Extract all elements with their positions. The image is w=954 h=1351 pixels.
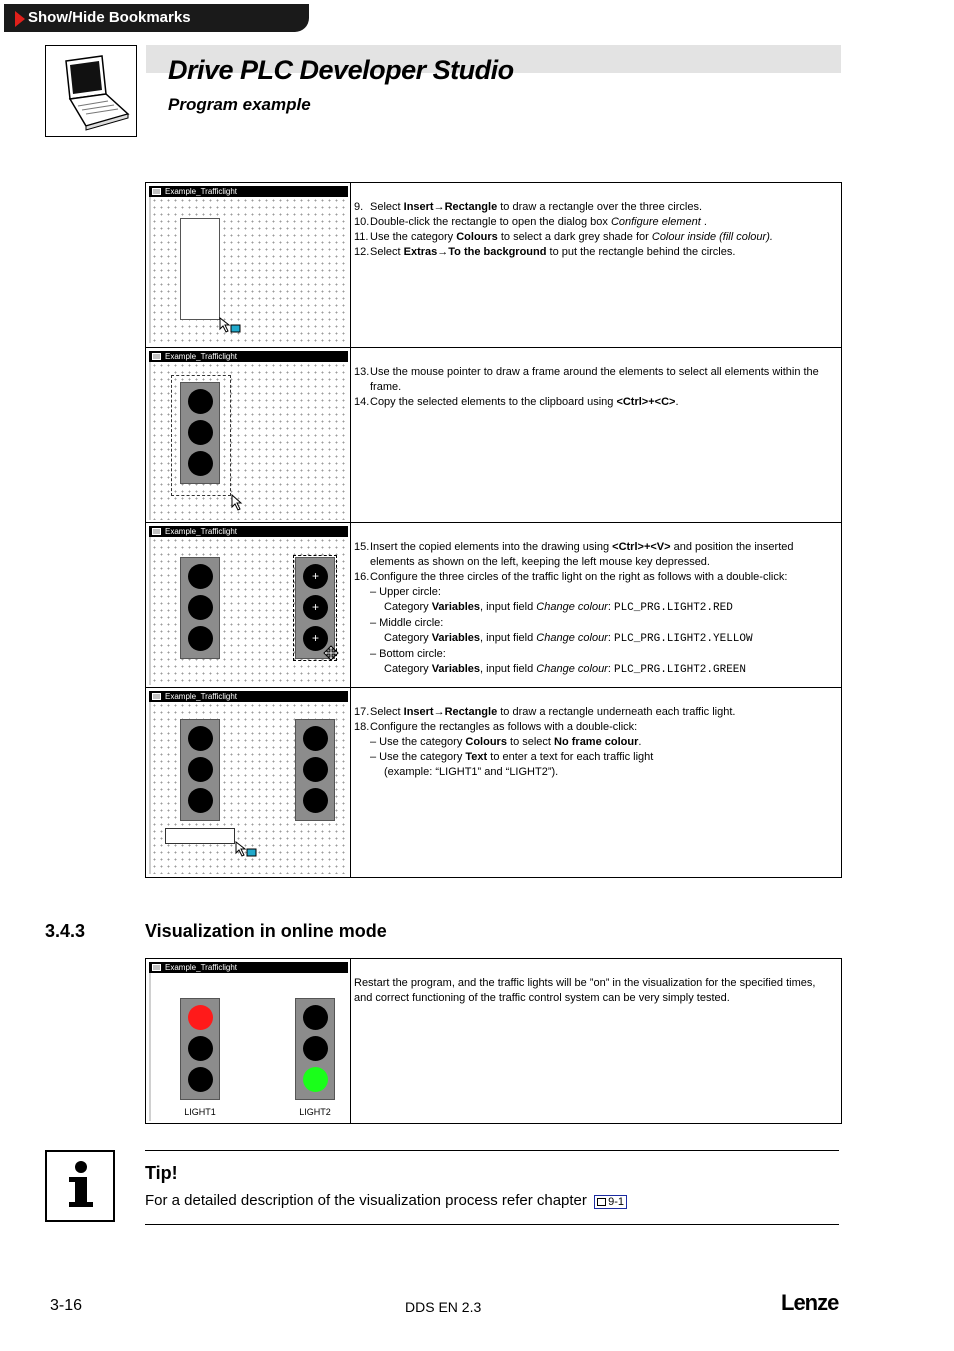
page-title: Drive PLC Developer Studio	[168, 55, 514, 85]
document-id: DDS EN 2.3	[405, 1299, 482, 1315]
step-line	[354, 365, 827, 380]
lamp-red-on[interactable]	[188, 1005, 213, 1030]
step-number: 10.	[354, 216, 370, 228]
page-subtitle: Program example	[168, 95, 311, 114]
step-text-run: :	[607, 601, 614, 613]
lamp-middle[interactable]	[188, 757, 213, 782]
step-text-run: Category	[384, 632, 432, 644]
show-hide-bookmarks-button[interactable]	[4, 4, 309, 32]
editor-window	[149, 186, 348, 197]
step-text-run: Configure the three circles of the traffic light on the right as follows with a double-click:	[370, 571, 788, 583]
step-text-run: and position the inserted	[670, 541, 794, 553]
screenshot-cell	[146, 959, 351, 1123]
screenshot-cell	[146, 183, 351, 347]
window-titlebar	[149, 351, 348, 362]
lamp-bottom[interactable]	[188, 626, 213, 651]
chapter-reference: 9-1	[608, 1196, 624, 1208]
step-text-run: Change colour	[536, 601, 608, 613]
lamp-top[interactable]	[188, 389, 213, 414]
step-line	[354, 662, 827, 678]
lamp-middle[interactable]: +	[303, 595, 328, 620]
lamp-bottom[interactable]	[188, 451, 213, 476]
step-text-run: Select	[370, 246, 404, 258]
step-line	[354, 735, 827, 750]
lamp-top[interactable]	[188, 726, 213, 751]
lamp-bottom[interactable]	[303, 788, 328, 813]
step-text-run: – Use the category	[370, 736, 466, 748]
step-text-run: Colour inside (fill colour).	[651, 231, 773, 243]
traffic-light-left[interactable]	[180, 719, 220, 821]
drawn-rectangle[interactable]	[180, 218, 220, 320]
step-text-run: , input field	[480, 663, 537, 675]
step-row	[146, 959, 841, 1123]
step-number: 11.	[354, 231, 369, 243]
step-text-run: Insert	[403, 706, 434, 718]
step-text-run: PLC_PRG.LIGHT2.RED	[613, 602, 733, 614]
lamp-bottom[interactable]: +	[303, 626, 328, 651]
step-text-run: to put the rectangle behind the circles.	[546, 246, 736, 258]
step-text-run: .	[638, 736, 642, 748]
step-line	[354, 765, 827, 780]
step-text	[352, 688, 841, 877]
window-titlebar	[149, 526, 348, 537]
step-text-run: Variables	[431, 601, 481, 613]
step-text-run: – Use the category	[370, 751, 466, 763]
drawing-canvas[interactable]	[149, 197, 348, 343]
step-row	[146, 688, 841, 877]
window-icon	[152, 693, 161, 700]
drawing-canvas[interactable]	[149, 362, 348, 520]
step-line	[354, 585, 827, 600]
rectangle-cursor-icon	[219, 317, 245, 337]
step-row	[146, 523, 841, 688]
step-line	[354, 540, 827, 555]
window-titlebar	[149, 691, 348, 702]
info-icon	[45, 1150, 115, 1222]
steps-table	[145, 182, 842, 878]
step-text	[352, 348, 841, 522]
step-text-run: Insert the copied elements into the drawing using	[370, 541, 613, 553]
window-title: Example_Trafficlight	[165, 963, 238, 972]
editor-window	[149, 351, 348, 362]
move-cursor-icon	[323, 645, 339, 661]
lamp-top[interactable]	[303, 726, 328, 751]
rectangle-cursor-icon	[235, 841, 261, 861]
label-rectangle[interactable]	[165, 828, 235, 844]
lamp-yellow-off[interactable]	[188, 1036, 213, 1061]
tip-rule-top	[145, 1150, 839, 1151]
step-text-run: Category	[384, 663, 432, 675]
step-text-run: Change colour	[536, 632, 608, 644]
step-text-run: PLC_PRG.LIGHT2.GREEN	[613, 664, 747, 676]
window-titlebar	[149, 962, 348, 973]
light2-label: LIGHT2	[299, 1107, 331, 1117]
step-text-run: .	[675, 396, 679, 408]
step-text-run: Colours	[465, 736, 507, 748]
traffic-light-left[interactable]	[180, 557, 220, 659]
step-text-run: , input field	[480, 632, 537, 644]
lamp-middle[interactable]	[303, 757, 328, 782]
traffic-light-right-selected[interactable]	[295, 557, 335, 659]
lamp-green-off[interactable]	[188, 1067, 213, 1092]
step-line	[354, 395, 827, 410]
step-text-run: →To the background	[437, 246, 547, 258]
step-text-run: Insert	[403, 201, 434, 213]
step-text-run: to enter a text for each traffic light	[487, 751, 654, 763]
editor-window	[149, 526, 348, 645]
step-line	[354, 750, 827, 765]
step-number: 15.	[354, 541, 370, 553]
step-text-run: Double-click the rectangle to open the dialog box	[370, 216, 611, 228]
step-text-run: No frame colour	[554, 736, 639, 748]
triangle-right-icon	[15, 11, 25, 27]
step-number: 18.	[354, 721, 370, 733]
step-text-run: – Upper circle:	[370, 586, 441, 598]
step-line	[354, 600, 827, 616]
online-text-line: and correct functioning of the traffic control system can be very simply tested.	[354, 992, 730, 1004]
lamp-top[interactable]: +	[303, 564, 328, 589]
step-text-run: Colours	[456, 231, 498, 243]
tip-rule-bottom	[145, 1224, 839, 1225]
chapter-reference-link[interactable]	[594, 1195, 627, 1209]
step-number: 13.	[354, 366, 370, 378]
bookmark-label: Show/Hide Bookmarks	[28, 9, 191, 26]
tip-body: For a detailed description of the visualization process refer chapter	[145, 1192, 587, 1209]
lamp-middle[interactable]	[188, 420, 213, 445]
step-text-run: Category	[384, 601, 432, 613]
step-line	[354, 570, 827, 585]
step-number: 16.	[354, 571, 370, 583]
lamp-middle[interactable]	[188, 595, 213, 620]
step-text-run: frame.	[370, 381, 402, 393]
window-title: Example_Trafficlight	[165, 692, 238, 701]
step-text-run: Select	[370, 706, 404, 718]
step-text-run: :	[607, 663, 614, 675]
drawing-canvas[interactable]	[149, 702, 348, 874]
step-text-run: Change colour	[536, 663, 608, 675]
step-text-run: :	[607, 632, 614, 644]
lamp-green-on[interactable]	[303, 1067, 328, 1092]
step-text	[352, 523, 841, 687]
lamp-yellow-off[interactable]	[303, 1036, 328, 1061]
visualization-canvas[interactable]	[149, 973, 348, 1121]
step-line	[354, 720, 827, 735]
lenze-logo: Lenze	[781, 1290, 839, 1315]
tip-title: Tip!	[145, 1163, 178, 1183]
step-text-run: .	[700, 216, 707, 228]
editor-window	[149, 691, 348, 702]
window-title: Example_Trafficlight	[165, 527, 238, 536]
screenshot-cell	[146, 688, 351, 877]
book-icon	[597, 1198, 606, 1206]
traffic-light-2[interactable]	[295, 998, 335, 1100]
window-icon	[152, 353, 161, 360]
screenshot-cell	[146, 348, 351, 522]
step-number: 14.	[354, 396, 370, 408]
online-text	[352, 959, 841, 1123]
step-text-run: to select a dark grey shade for	[497, 231, 652, 243]
step-line	[354, 616, 827, 631]
step-text-run: →Rectangle	[433, 706, 498, 718]
window-title: Example_Trafficlight	[165, 352, 238, 361]
step-text	[352, 183, 841, 347]
step-number: 12.	[354, 246, 370, 258]
traffic-light-1[interactable]	[180, 998, 220, 1100]
window-icon	[152, 964, 161, 971]
step-line	[354, 200, 827, 215]
step-line	[354, 380, 827, 395]
step-text-run: , input field	[480, 601, 537, 613]
light1-label: LIGHT1	[184, 1107, 216, 1117]
drawing-canvas[interactable]	[149, 537, 348, 685]
step-line	[354, 245, 827, 260]
step-line	[354, 631, 827, 647]
step-text-run: Select	[370, 201, 404, 213]
editor-window	[149, 962, 348, 1117]
step-text-run: Use the category	[370, 231, 457, 243]
step-row	[146, 348, 841, 523]
tip-text	[145, 1192, 627, 1209]
window-titlebar	[149, 186, 348, 197]
step-line	[354, 647, 827, 662]
online-table	[145, 958, 842, 1124]
window-icon	[152, 188, 161, 195]
step-line	[354, 230, 827, 245]
section-title: Visualization in online mode	[145, 921, 387, 941]
online-text-line: Restart the program, and the traffic lights will be ”on” in the visualization for the specified times,	[354, 977, 816, 989]
step-text-run: – Middle circle:	[370, 617, 444, 629]
section-number: 3.4.3	[45, 921, 86, 941]
step-text-run: Extras	[403, 246, 438, 258]
page-number: 3-16	[50, 1297, 83, 1314]
step-text-run: PLC_PRG.LIGHT2.YELLOW	[613, 633, 753, 645]
step-line	[354, 215, 827, 230]
step-text-run: Configure element	[610, 216, 701, 228]
step-line	[354, 555, 827, 570]
screenshot-cell	[146, 523, 351, 687]
step-text-run: Variables	[431, 663, 481, 675]
step-text-run: →Rectangle	[433, 201, 498, 213]
window-title: Example_Trafficlight	[165, 187, 238, 196]
step-row	[146, 183, 841, 348]
step-text-run: Use the mouse pointer to draw a frame around the elements to select all elements within the	[370, 366, 819, 378]
step-line	[354, 705, 827, 720]
mouse-pointer-icon	[231, 494, 245, 512]
step-text-run: Configure the rectangles as follows with a double-click:	[370, 721, 638, 733]
step-text-run: elements as shown on the left, keeping the left mouse key depressed.	[370, 556, 710, 568]
step-text-run: <Ctrl>+<V>	[612, 541, 671, 553]
window-icon	[152, 528, 161, 535]
step-text-run: to draw a rectangle underneath each traffic light.	[497, 706, 736, 718]
step-text-run: Text	[465, 751, 488, 763]
step-text-run: <Ctrl>+<C>	[616, 396, 676, 408]
step-number: 17.	[354, 706, 370, 718]
lamp-red-off[interactable]	[303, 1005, 328, 1030]
laptop-icon	[45, 45, 137, 137]
step-text-run: Variables	[431, 632, 481, 644]
step-text-run: (example: “LIGHT1” and “LIGHT2”).	[384, 766, 559, 778]
lamp-bottom[interactable]	[188, 788, 213, 813]
lamp-top[interactable]	[188, 564, 213, 589]
step-number: 9.	[354, 201, 364, 213]
traffic-light[interactable]	[180, 382, 220, 484]
step-text-run: to select	[506, 736, 555, 748]
step-text-run: to draw a rectangle over the three circles.	[497, 201, 703, 213]
step-text-run: Copy the selected elements to the clipboard using	[370, 396, 617, 408]
traffic-light-right[interactable]	[295, 719, 335, 821]
step-text-run: – Bottom circle:	[370, 648, 446, 660]
